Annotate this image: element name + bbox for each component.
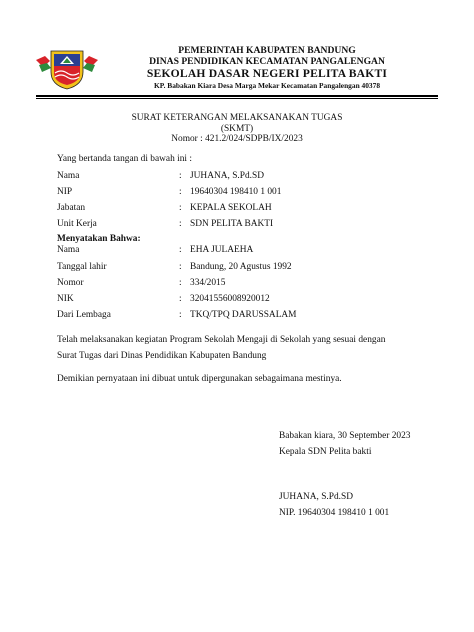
- document-title: SURAT KETERANGAN MELAKSANAKAN TUGAS: [131, 113, 343, 123]
- field-colon: :: [179, 171, 182, 181]
- field-colon: :: [179, 262, 182, 272]
- subject-institution-label: Dari Lembaga: [57, 310, 111, 320]
- closing-statement: Demikian pernyataan ini dibuat untuk dipergunakan sebagaimana mestinya.: [57, 374, 342, 384]
- intro-text: Yang bertanda tangan di bawah ini :: [57, 154, 192, 164]
- signature-place-date: Babakan kiara, 30 September 2023: [279, 431, 411, 441]
- subject-birth-value: Bandung, 20 Agustus 1992: [190, 262, 292, 272]
- subject-institution-value: TKQ/TPQ DARUSSALAM: [190, 310, 297, 320]
- field-colon: :: [179, 219, 182, 229]
- letterhead-address: KP. Babakan Kiara Desa Marga Mekar Kecamatan Pangalengan 40378: [153, 81, 381, 90]
- document-number: Nomor : 421.2/024/SDPB/IX/2023: [171, 134, 303, 144]
- signature-name: JUHANA, S.Pd.SD: [279, 492, 353, 502]
- signer-position-label: Jabatan: [57, 203, 86, 213]
- subject-birth-label: Tanggal lahir: [57, 262, 107, 272]
- subject-nik-value: 32041556008920012: [190, 294, 270, 304]
- declares-heading: Menyatakan Bahwa:: [57, 234, 141, 244]
- signature-nip: NIP. 19640304 198410 1 001: [279, 508, 390, 518]
- body-line-2: Surat Tugas dari Dinas Pendidikan Kabupaten Bandung: [57, 351, 267, 361]
- letterhead-government: PEMERINTAH KABUPATEN BANDUNG: [178, 45, 356, 56]
- field-colon: :: [179, 203, 182, 213]
- signer-name-value: JUHANA, S.Pd.SD: [190, 171, 264, 181]
- letterhead-rule-thick: [36, 95, 438, 97]
- subject-name-value: EHA JULAEHA: [190, 245, 254, 255]
- field-colon: :: [179, 278, 182, 288]
- signature-position: Kepala SDN Pelita bakti: [279, 447, 372, 457]
- letterhead-school: SEKOLAH DASAR NEGERI PELITA BAKTI: [146, 67, 388, 80]
- signer-position-value: KEPALA SEKOLAH: [190, 203, 272, 213]
- field-colon: :: [179, 294, 182, 304]
- field-colon: :: [179, 245, 182, 255]
- signer-unit-value: SDN PELITA BAKTI: [190, 219, 274, 229]
- field-colon: :: [179, 187, 182, 197]
- signer-nip-label: NIP: [57, 187, 73, 197]
- letterhead-rule-thin: [36, 98, 438, 99]
- subject-number-label: Nomor: [57, 278, 84, 288]
- field-colon: :: [179, 310, 182, 320]
- subject-name-label: Nama: [57, 245, 80, 255]
- kabupaten-bandung-logo: [36, 48, 98, 90]
- subject-number-value: 334/2015: [190, 278, 226, 288]
- body-line-1: Telah melaksanakan kegiatan Program Sekolah Mengaji di Sekolah yang sesuai dengan: [57, 335, 386, 345]
- document-abbreviation: (SKMT): [220, 124, 254, 134]
- subject-nik-label: NIK: [57, 294, 74, 304]
- signer-nip-value: 19640304 198410 1 001: [190, 187, 282, 197]
- letterhead: [96, 45, 438, 92]
- signer-unit-label: Unit Kerja: [57, 219, 97, 229]
- letterhead-department: DINAS PENDIDIKAN KECAMATAN PANGALENGAN: [149, 56, 385, 67]
- signer-name-label: Nama: [57, 171, 80, 181]
